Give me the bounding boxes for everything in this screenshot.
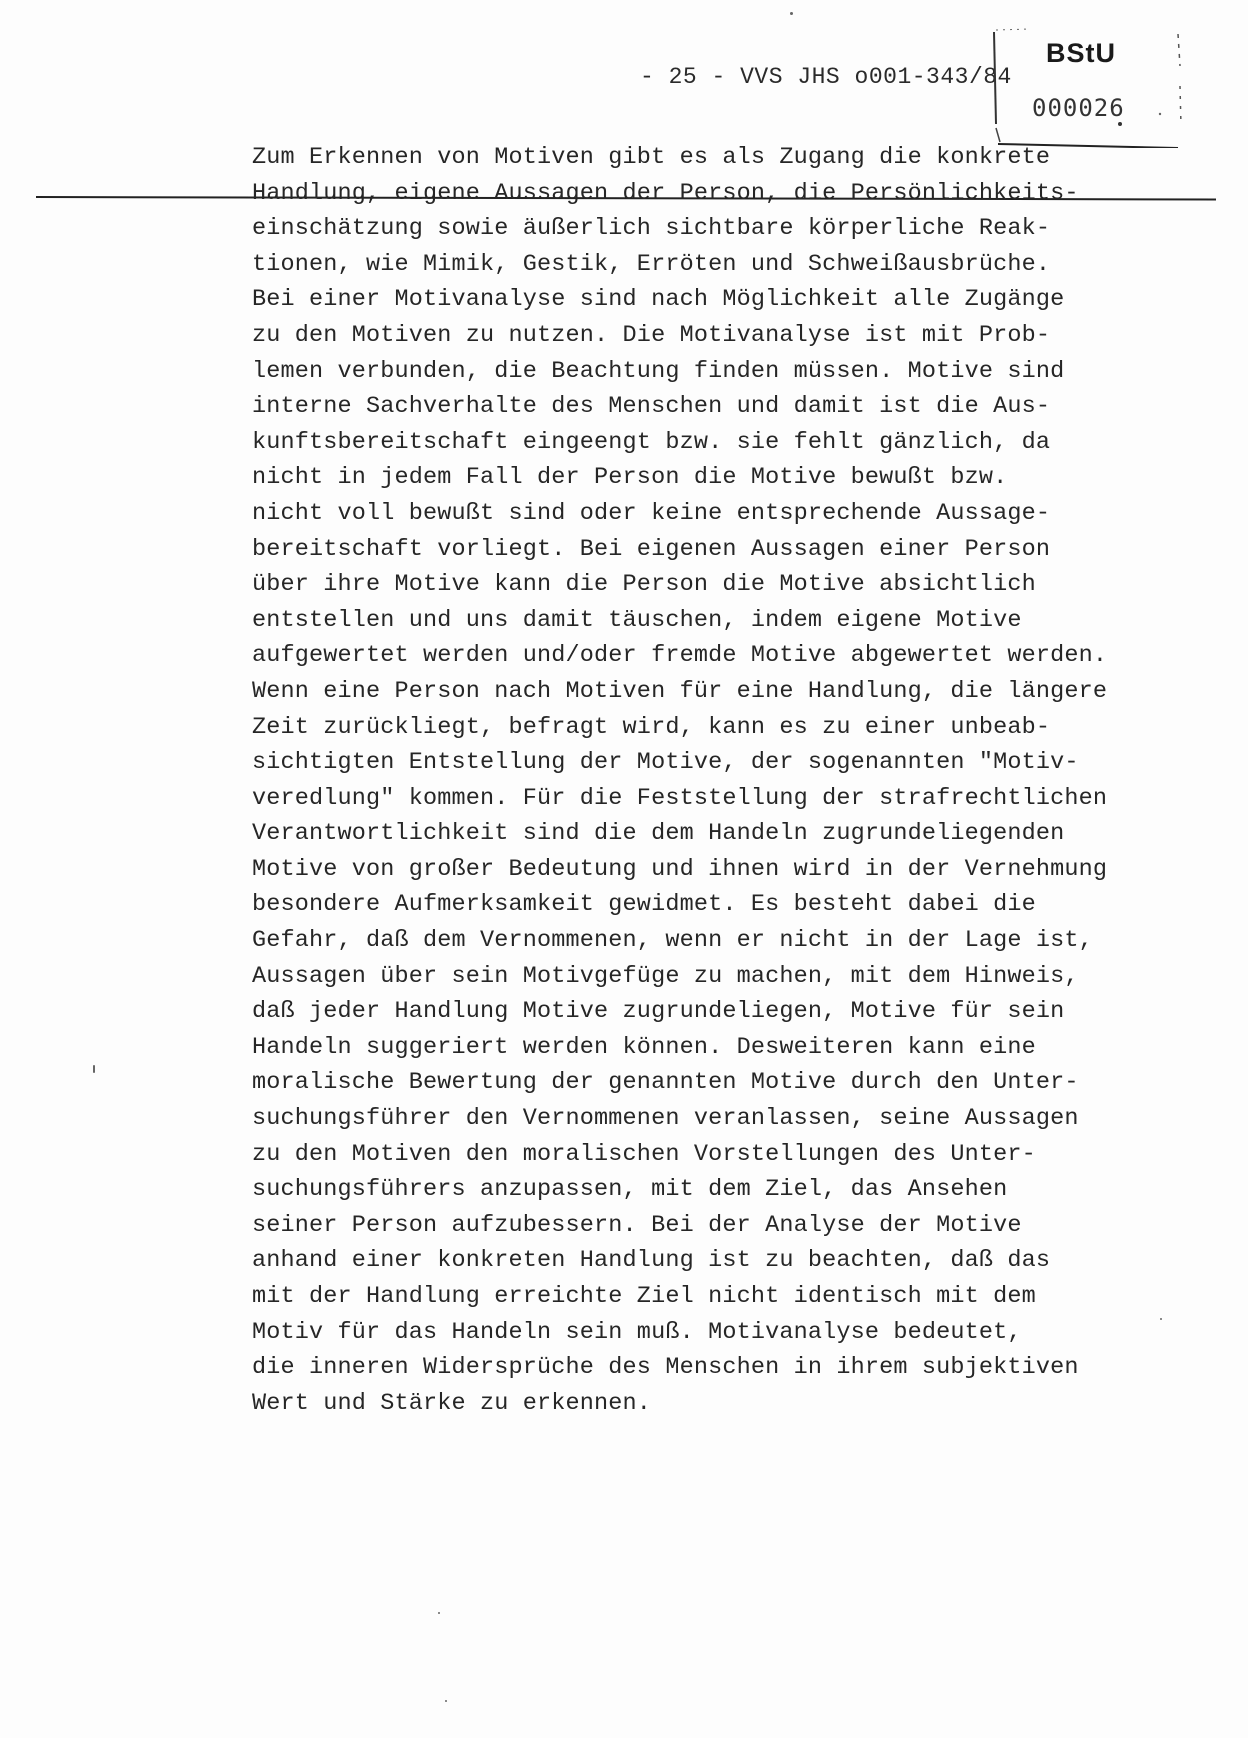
text-line: Wert und Stärke zu erkennen. [252,1389,652,1417]
text-line: lemen verbunden, die Beachtung finden müssen. Motive sind [252,357,1065,385]
text-line: Zum Erkennen von Motiven gibt es als Zugang die konkrete [252,144,1051,171]
text-line: seiner Person aufzubessern. Bei der Analyse der Motive [252,1211,1022,1239]
text-line: besondere Aufmerksamkeit gewidmet. Es besteht dabei die [252,891,1036,919]
text-line: veredlung" kommen. Für die Feststellung der strafrechtlichen [252,784,1108,812]
text-line: daß jeder Handlung Motive zugrundeliegen, Motive für sein [252,998,1065,1026]
text-line: zu den Motiven den moralischen Vorstellungen des Unter- [252,1140,1036,1168]
text-line: Handeln suggeriert werden können. Desweiteren kann eine [252,1033,1036,1061]
archive-stamp [990,26,1185,148]
text-line: nicht voll bewußt sind oder keine entsprechende Aussage- [252,499,1051,527]
text-line: Aussagen über sein Motivgefüge zu machen, mit dem Hinweis, [252,962,1079,990]
text-line: mit der Handlung erreichte Ziel nicht identisch mit dem [252,1283,1036,1310]
text-line: Gefahr, daß dem Vernommenen, wenn er nicht in der Lage ist, [252,927,1093,955]
text-line: die inneren Widersprüche des Menschen in ihrem subjektiven [252,1354,1079,1382]
text-line: suchungsführers anzupassen, mit dem Ziel, das Ansehen [252,1176,1008,1204]
scan-speck [790,12,793,15]
text-line: nicht in jedem Fall der Person die Motive bewußt bzw. [252,464,1008,492]
text-line: moralische Bewertung der genannten Motive durch den Unter- [252,1069,1079,1097]
text-line: suchungsführer den Vernommenen veranlassen, seine Aussagen [252,1105,1079,1133]
text-line: Bei einer Motivanalyse sind nach Möglichkeit alle Zugänge [252,286,1065,314]
text-line: sichtigten Entstellung der Motive, der sogenannten "Motiv- [252,749,1079,777]
text-line: anhand einer konkreten Handlung ist zu beachten, daß das [252,1247,1051,1275]
text-line: über ihre Motive kann die Person die Motive absichtlich [252,571,1036,599]
text-line: tionen, wie Mimik, Gestik, Erröten und Schweißausbrüche. [252,250,1051,278]
page-header-reference: - 25 - VVS JHS o001-343/84 [640,64,1012,90]
text-line: Motive von großer Bedeutung und ihnen wird in der Vernehmung [252,855,1108,883]
text-line: Motiv für das Handeln sein muß. Motivanalyse bedeutet, [252,1318,1022,1346]
text-line: interne Sachverhalte des Menschen und damit ist die Aus- [252,393,1051,421]
text-line: zu den Motiven zu nutzen. Die Motivanalyse ist mit Prob- [252,321,1051,349]
body-text [252,140,1152,1421]
text-line: aufgewertet werden und/oder fremde Motive abgewertet werden. [252,642,1108,670]
text-line: bereitschaft vorliegt. Bei eigenen Aussagen einer Person [252,535,1051,563]
scan-speck [1160,1318,1162,1320]
scan-speck [445,1700,447,1702]
scan-speck [93,1065,95,1073]
text-line: Zeit zurückliegt, befragt wird, kann es zu einer unbeab- [252,713,1051,741]
text-line: kunftsbereitschaft eingeengt bzw. sie fehlt gänzlich, da [252,428,1051,456]
text-line: entstellen und uns damit täuschen, indem eigene Motive [252,606,1022,634]
text-line: Wenn eine Person nach Motiven für eine Handlung, die längere [252,677,1108,705]
stamp-number: 000026 [1032,94,1125,122]
text-line: Verantwortlichkeit sind die dem Handeln zugrundeliegenden [252,820,1065,848]
text-line: einschätzung sowie äußerlich sichtbare körperliche Reak- [252,215,1051,243]
text-line: Handlung, eigene Aussagen der Person, die Persönlichkeits- [252,179,1079,207]
stamp-title: BStU [1046,38,1116,68]
scan-speck [438,1612,440,1614]
